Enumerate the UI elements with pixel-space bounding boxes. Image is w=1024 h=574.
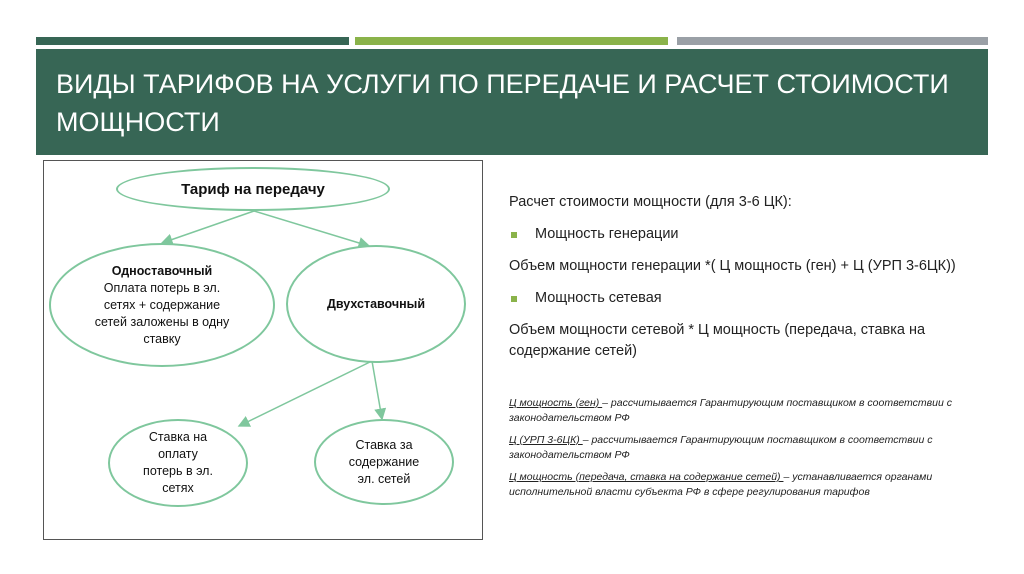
accent-bar-dark (36, 37, 349, 45)
node-rate-losses (108, 419, 248, 507)
bullet-generation-label: Мощность генерации (535, 226, 679, 242)
arrow-to-double (254, 211, 369, 246)
calculation-text (509, 192, 999, 373)
bullet-network (509, 288, 999, 309)
node-rate-maintenance (314, 419, 454, 505)
note-gen (509, 396, 1004, 426)
bullet-generation (509, 224, 999, 245)
single-rate-title: Одноставочный (111, 263, 213, 278)
arrow-to-losses (239, 361, 372, 426)
formula-network: Объем мощности сетевой * Ц мощность (передача, ставка на содержание сетей) (509, 322, 926, 359)
node-double-rate (286, 245, 466, 363)
note-urp (509, 433, 1004, 463)
accent-bar-gray (677, 37, 988, 45)
note-text: – рассчитывается Гарантирующим поставщиком в соответствии с законодательством РФ (509, 434, 933, 461)
arrow-to-maintenance (372, 361, 382, 419)
calc-heading: Расчет стоимости мощности (для 3-6 ЦК): (509, 194, 792, 210)
rate-maintenance-label: Ставка за содержание эл. сетей (348, 437, 420, 486)
bullet-square-icon (511, 296, 517, 302)
note-term: Ц (УРП 3-6ЦК) (509, 434, 583, 446)
node-root-label: Тариф на передачу (181, 180, 325, 198)
bullet-network-label: Мощность сетевая (535, 290, 662, 306)
single-rate-text: Оплата потерь в эл. сетях + содержание сетей заложены в одну ставку (94, 280, 230, 346)
arrow-to-single (162, 211, 254, 243)
title-banner (36, 49, 988, 155)
node-single-rate (49, 243, 275, 367)
double-rate-label: Двухставочный (326, 296, 426, 311)
slide-title: ВИДЫ ТАРИФОВ НА УСЛУГИ ПО ПЕРЕДАЧЕ И РАСЧЕТ СТОИМОСТИ МОЩНОСТИ (56, 69, 949, 137)
note-text: – рассчитывается Гарантирующим поставщиком в соответствии с законодательством РФ (509, 397, 952, 424)
formula-generation: Объем мощности генерации *( Ц мощность (ген) + Ц (УРП 3-6ЦК)) (509, 258, 956, 274)
note-term: Ц мощность (ген) (509, 397, 603, 409)
note-term: Ц мощность (передача, ставка на содержание сетей) (509, 471, 784, 483)
node-root (116, 167, 390, 211)
tariff-diagram (43, 160, 483, 540)
definitions (509, 396, 1004, 507)
bullet-square-icon (511, 232, 517, 238)
accent-bar-green (355, 37, 668, 45)
rate-losses-label: Ставка на оплату потерь в эл. сетях (143, 430, 213, 495)
note-transfer (509, 470, 1004, 500)
note-text: – устанавливается органами исполнительной власти субъекта РФ в сфере регулирования тарифов (509, 471, 933, 498)
